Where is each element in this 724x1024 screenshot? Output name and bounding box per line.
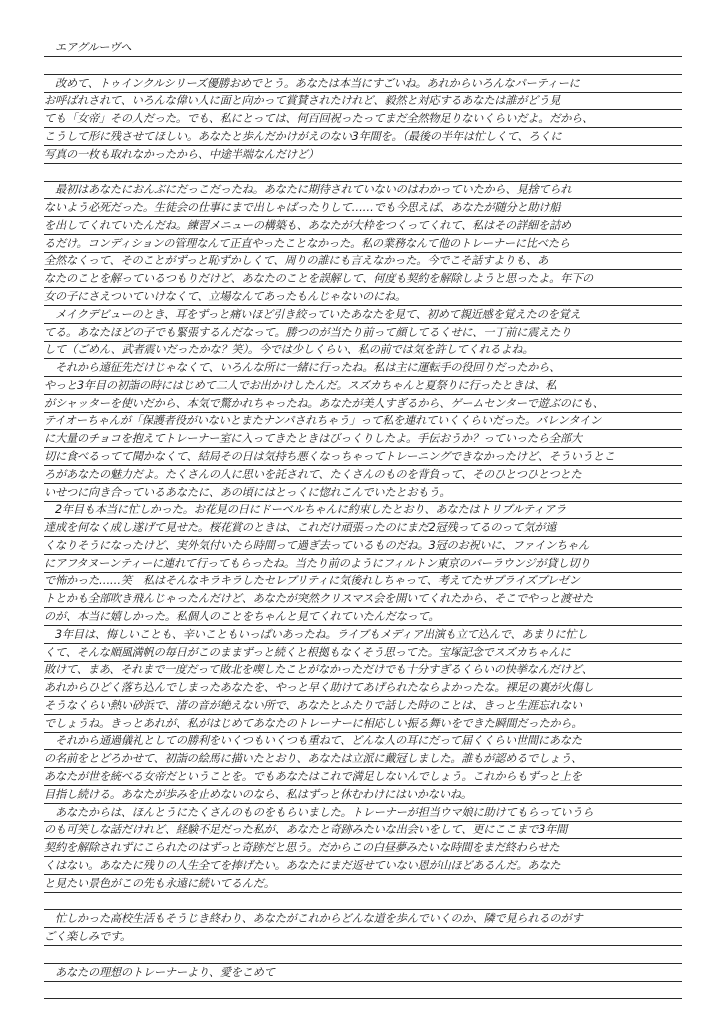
letter-line: と見たい景色がこの先も永遠に続いてるんだ。	[44, 876, 275, 890]
letter-line: やっと3年目の初詣の時にはじめて二人でお出かけしたんだ。スズカちゃんと夏祭りに行ったときは、私	[44, 378, 557, 392]
letter-line: てる。あなたほどの子でも緊張するんだなって。勝つのが当たり前って顔してるくせに、一丁前に震えたり	[44, 325, 572, 339]
letter-line: 忙しかった高校生活もそうじき終わり、あなたがこれからどんな道を歩んでいくのか、隣で見られるのがす	[44, 912, 583, 926]
letter-line: のが、本当に嬉しかった。私個人のことをちゃんと見てくれていたんだなって。	[44, 610, 440, 623]
letter-line: に大量のチョコを抱えてトレーナー室に入ってきたときはびっくりしたよ。手伝おうか？っていったら全部大	[44, 432, 582, 446]
letter-salutation: エアグルーヴへ	[44, 41, 132, 54]
letter-line: それから通過儀礼としての勝利をいくつもいくつも重ねて、どんな人の耳にだって届くくらい世間にあなた	[44, 734, 582, 748]
letter-line: こうして形に残させてほしい。あなたと歩んだかけがえのない3年間を。（最後の半年は忙しくて、ろくに	[44, 129, 562, 143]
letter-line: トとかも全部吹き飛んじゃったんだけど、あなたが突然クリスマス会を開いてくれたから、そこでやっと渡せた	[44, 592, 593, 606]
letter-line: にアフタヌーンティーに連れて行ってもらったね。当たり前のようにフィルトン東京のバーラウンジが貸し切り	[44, 556, 591, 570]
letter-line: 切に食べるってて聞かなくて、結局その日は気持ち悪くなっちゃってトレーニングできなかったけど、そういうとこ	[44, 449, 615, 463]
letter-signature: あなたの理想のトレーナーより、愛をこめて	[44, 965, 275, 979]
letter-line: いせつに向き合っているあなたに、あの頃にはとっくに惚れこんでいたとおもう。	[44, 485, 451, 499]
letter-line: あれからひどく落ち込んでしまったあなたを、やっと早く助けてあげられたならよかったな。裸足の裏が火傷し	[44, 681, 594, 695]
letter-line: 敗けて、まあ、それまで一度だって敗北を喫したことがなかっただけでも十分すぎるくらいの快挙なんだけど、	[44, 663, 593, 677]
letter-line: それから遠征先だけじゃなくて、いろんな所に一緒に行ったね。私は主に運転手の役回りだったから、	[44, 361, 561, 374]
letter-line: 写真の一枚も取れなかったから、中途半端なんだけど）	[44, 147, 319, 161]
ruled-line	[44, 998, 682, 999]
letter-line: 女の子にさえついていけなくて、立場なんてあったもんじゃないのにね。	[44, 289, 407, 303]
letter-line: の名前をとどろかせて、初詣の絵馬に描いたとおり、あなたは立派に戴冠しました。誰もが認めるでしょう、	[44, 752, 583, 766]
letter-line: 改めて、トゥインクルシリーズ優勝おめでとう。あなたは本当にすごいね。あれからいろんなパーティーに	[44, 76, 580, 90]
letter-line: るだけ。コンディションの管理なんて正直やったことなかった。私の業務なんて他のトレーナーに比べたら	[44, 236, 570, 250]
letter-line: ごく楽しみです。	[44, 930, 132, 943]
letter-line: くて、そんな順風満帆の毎日がこのままずっと続くと根拠もなくそう思ってた。宝塚記念でスズカちゃんに	[44, 645, 571, 659]
letter-line: ろがあなたの魅力だよ。たくさんの人に思いを託されて、たくさんのものを背負って、そのひとつひとつとた	[44, 467, 582, 481]
letter-line: ないよう必死だった。生徒会の仕事にまで出しゃばったりして……でも今思えば、あなたが随分と助け船	[44, 201, 561, 214]
letter-line: して（ごめん、武者震いだったかな？笑）。今では少しくらい、私の前では気を許してくれるよね。	[44, 343, 534, 357]
letter-line: あなたが世を統べる女帝だということを。でもあなたはこれで満足しないんでしょう。これからもずっと上を	[44, 770, 582, 783]
letter-line: 契約を解除されずにこられたのはずっと奇跡だと思う。だからこの白昼夢みたいな時間をまだ終わらせた	[44, 841, 560, 855]
letter-line: 目指し続ける。あなたが歩みを止めないのなら、私はずっと休むわけにはいかないね。	[44, 787, 472, 801]
letter-line: なたのことを解っているつもりだけど、あなたのことを誤解して、何度も契約を解除しようと思ったよ。年下の	[44, 272, 594, 286]
letter-line: 2年目も本当に忙しかった。お花見の日にドーベルちゃんに約束したとおり、あなたはトリプルティアラ	[44, 503, 566, 517]
letter-line: でしょうね。きっとあれが、私がはじめてあなたのトレーナーに相応しい振る舞いをできた瞬間だったから。	[44, 716, 583, 730]
letter-line: 達成を何なく成し遂げて見せた。桜花賞のときは、これだけ頑張ったのにまだ2冠残ってるのって気が遠	[44, 521, 557, 535]
letter-line: 最初はあなたにおんぶにだっこだったね。あなたに期待されていないのはわかっていたから、見捨てられ	[44, 183, 572, 197]
letter-line: くなりそうになったけど、実外気付いたら時間って過ぎ去っているものだね。3冠のお祝いに、ファインちゃん	[44, 538, 590, 552]
letter-line: を出してくれていたんだね。練習メニューの構築も、あなたが大枠をつくってくれて、私はその詳細を詰め	[44, 218, 571, 232]
letter-line: 3年目は、悔しいことも、辛いこともいっぱいあったね。ライブもメディア出演も立て込んで、あまりに忙し	[44, 627, 588, 641]
letter-line: あなたからは、ほんとうにたくさんのものをもらいました。トレーナーが担当ウマ娘に助けてもらっていうら	[44, 805, 594, 819]
letter-line: お呼ばれされて、いろんな偉い人に面と向かって賞賛されたけれど、毅然と対応するあなたは誰がどう見	[44, 94, 561, 108]
letter-line: 全然なくって、そのことがずっと恥ずかしくて、周りの誰にも言えなかった。今でこそ話すよりも、あ	[44, 254, 549, 268]
letter-line: メイクデビューのとき、耳をずっと痛いほど引き絞っていたあなたを見て、初めて親近感を覚えたのを覚え	[44, 307, 581, 321]
letter-line: がシャッターを使いだから、本気で驚かれちゃったね。あなたが美人すぎるから、ゲームセンターで遊ぶのにも、	[44, 396, 604, 410]
letter-line: ても「女帝」その人だった。でも、私にとっては、何百回祝ったってまだ全然物足りないくらいだよ。だから、	[44, 112, 594, 126]
letter-line: くはない。あなたに残りの人生全てを捧げたい。あなたにまだ返せていない恩が山ほどあるんだ。あなた	[44, 858, 561, 872]
letter-line: で怖かった……笑 私はそんなキラキラしたセレブリティに気後れしちゃって、考えてたサプライズプレゼン	[44, 574, 580, 588]
letter-line: のも可笑しな話だけれど、経験不足だった私が、あなたと奇跡みたいな出会いをして、更にここまで3年間	[44, 823, 568, 837]
letter-line: テイオーちゃんが「保護者役がいないとまたナンパされちゃう」って私を連れていくくらいだった。バレンタイン	[44, 414, 601, 428]
letter-line: そうなくらい熱い砂浜で、渚の音が絶えない所で、あなたとふたりで話した時のことは、きっと生涯忘れない	[44, 698, 582, 712]
